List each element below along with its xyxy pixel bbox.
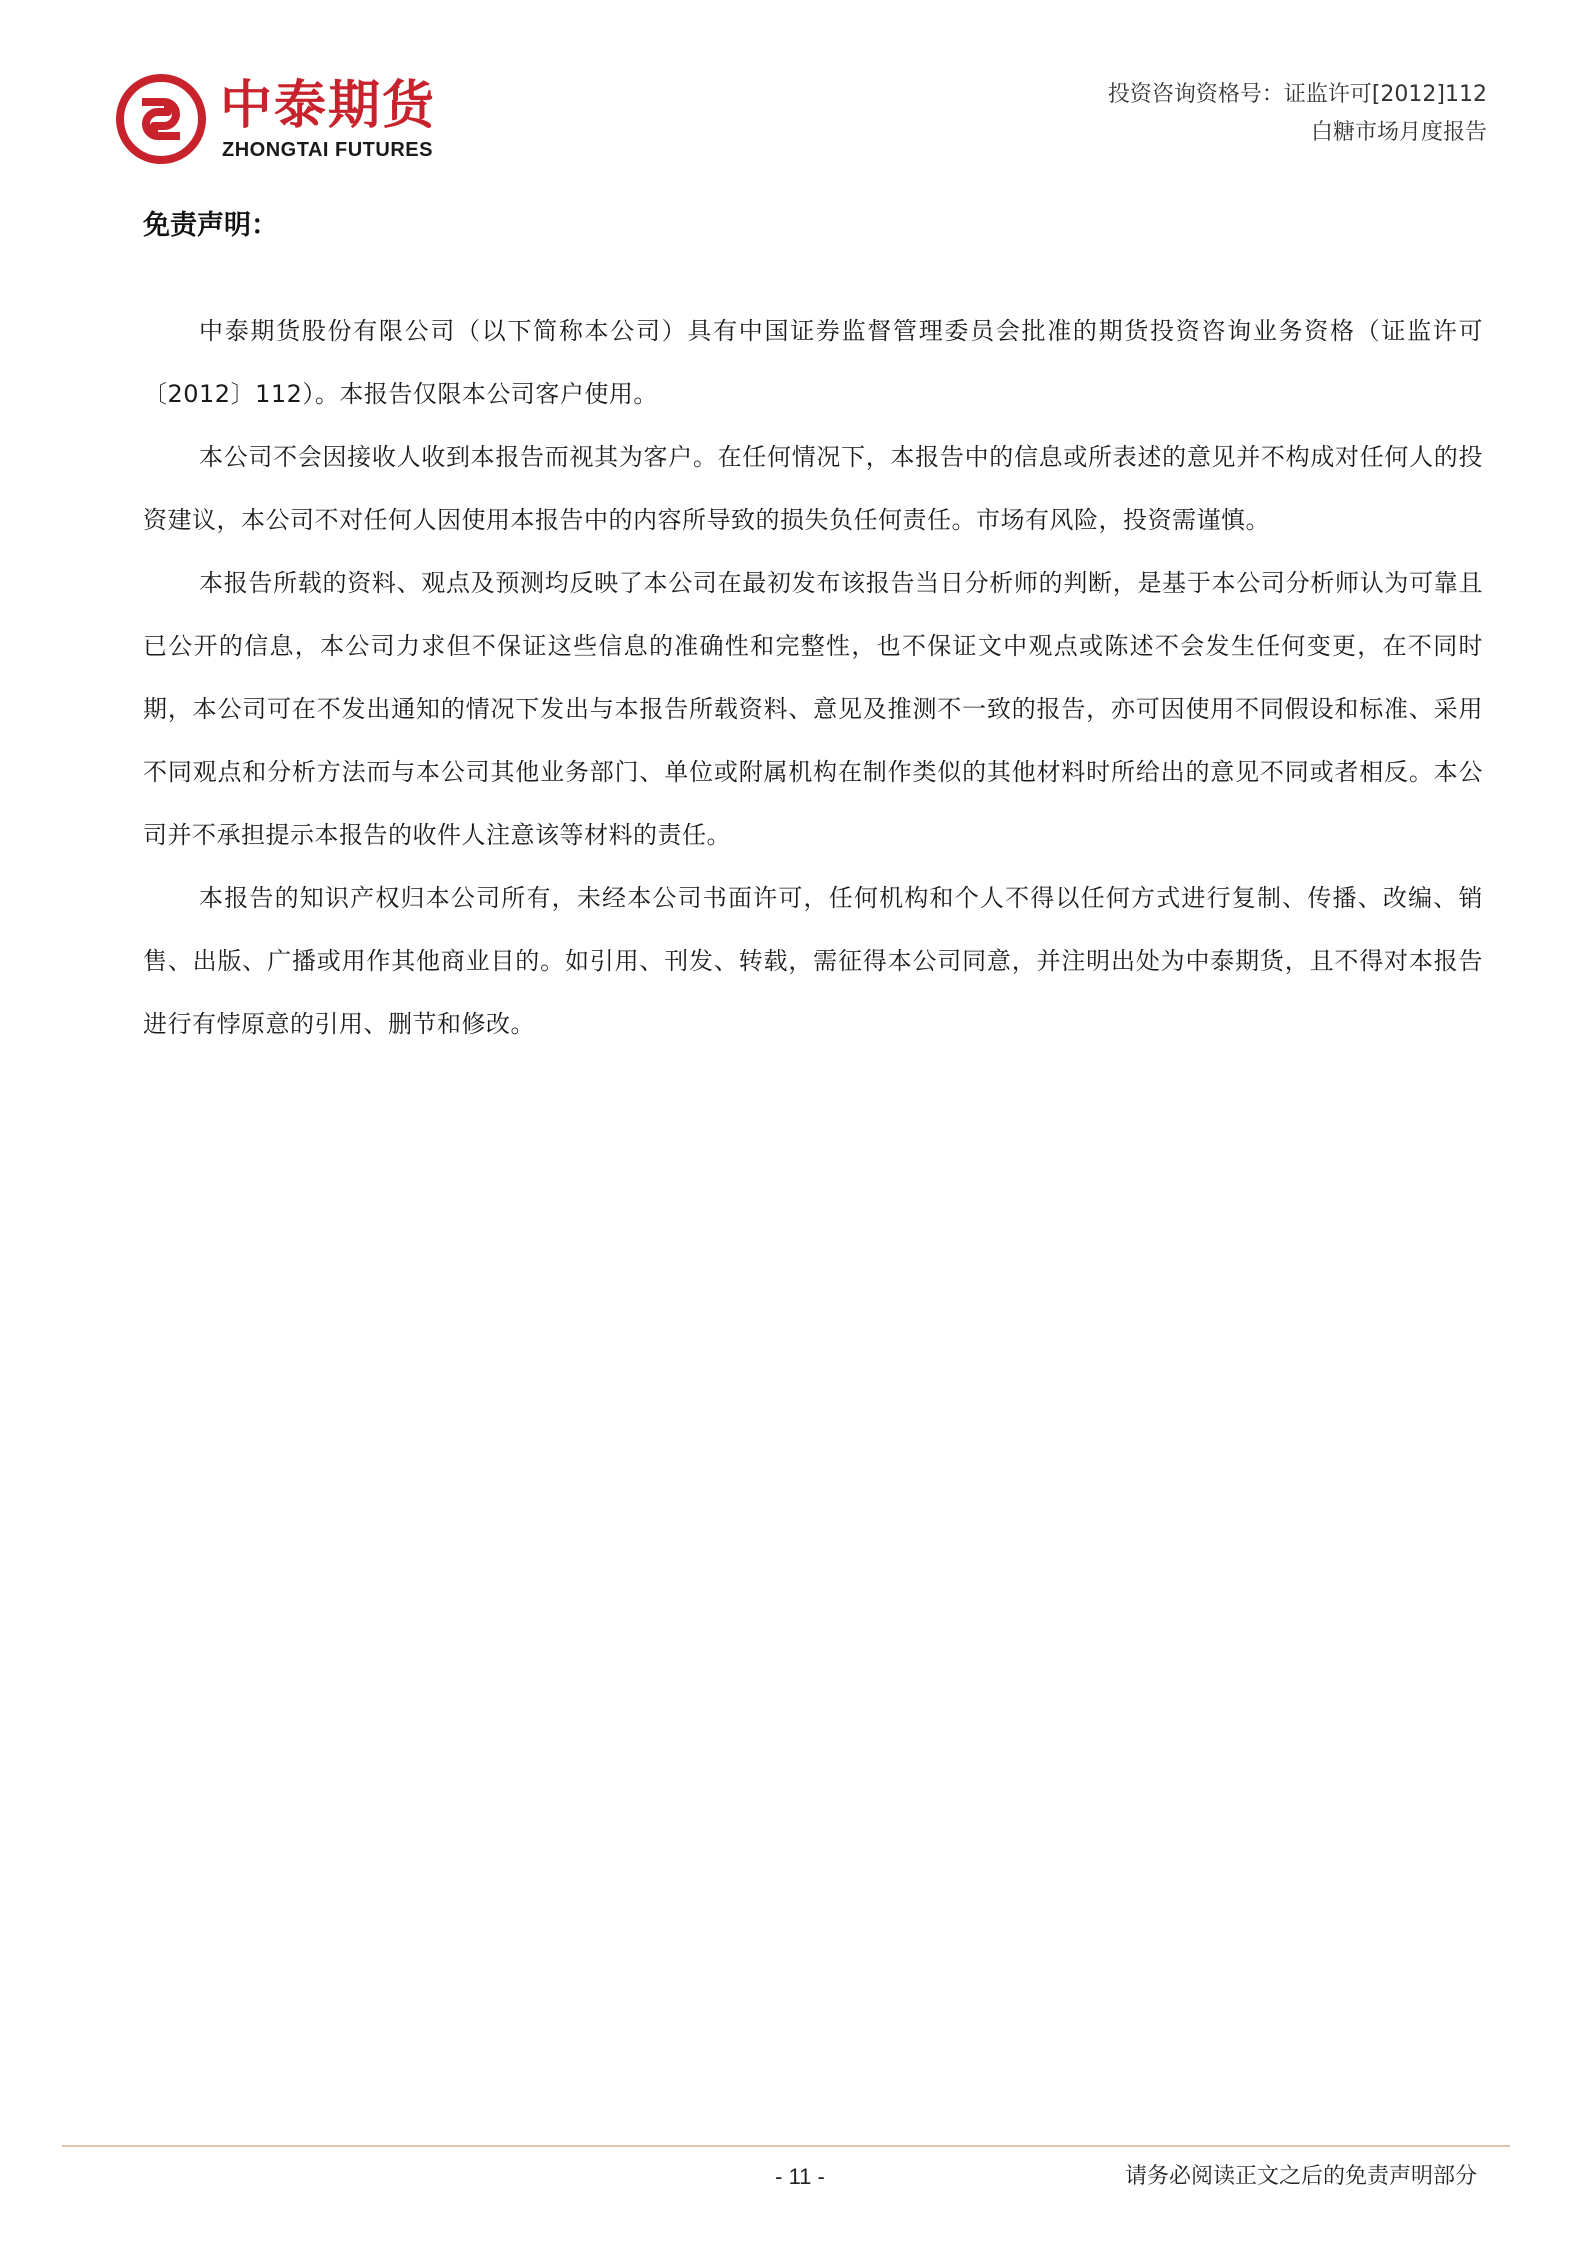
disclaimer-body — [143, 300, 1483, 1056]
logo-chinese-name: 中泰期货 — [220, 76, 437, 136]
footer-divider — [62, 2145, 1510, 2147]
disclaimer-paragraph: 本报告所载的资料、观点及预测均反映了本公司在最初发布该报告当日分析师的判断，是基于本公司分析师认为可靠且已公开的信息，本公司力求但不保证这些信息的准确性和完整性，也不保证文中观点或陈述不会发生任何变更，在不同时期，本公司可在不发出通知的情况下发出与本报告所载资料、意见及推测不一致的报告，亦可因使用不同假设和标准、采用不同观点和分析方法而与本公司其他业务部门、单位或附属机构在制作类似的其他材料时所给出的意见不同或者相反。本公司并不承担提示本报告的收件人注意该等材料的责任。 — [143, 569, 1483, 849]
disclaimer-paragraph: 本报告的知识产权归本公司所有，未经本公司书面许可，任何机构和个人不得以任何方式进行复制、传播、改编、销售、出版、广播或用作其他商业目的。如引用、刊发、转载，需征得本公司同意，并注明出处为中泰期货，且不得对本报告进行有悖原意的引用、删节和修改。 — [143, 884, 1483, 1038]
page-number: - 11 - — [775, 2164, 825, 2189]
company-logo — [116, 70, 466, 170]
logo-mark-icon — [116, 74, 206, 164]
logo-english-name: ZHONGTAI FUTURES — [222, 139, 433, 161]
disclaimer-title: 免责声明： — [143, 210, 278, 241]
license-number: 投资咨询资格号：证监许可[2012]112 — [1107, 82, 1487, 107]
disclaimer-paragraph: 本公司不会因接收人收到本报告而视其为客户。在任何情况下，本报告中的信息或所表述的意见并不构成对任何人的投资建议，本公司不对任何人因使用本报告中的内容所导致的损失负任何责任。市场有风险，投资需谨慎。 — [143, 443, 1483, 534]
report-header-info — [1108, 76, 1487, 152]
disclaimer-paragraph: 中泰期货股份有限公司（以下简称本公司）具有中国证券监督管理委员会批准的期货投资咨询业务资格（证监许可〔2012〕112）。本报告仅限本公司客户使用。 — [143, 317, 1483, 408]
report-type: 白糖市场月度报告 — [1310, 120, 1487, 145]
footer-note: 请务必阅读正文之后的免责声明部分 — [1124, 2164, 1477, 2189]
